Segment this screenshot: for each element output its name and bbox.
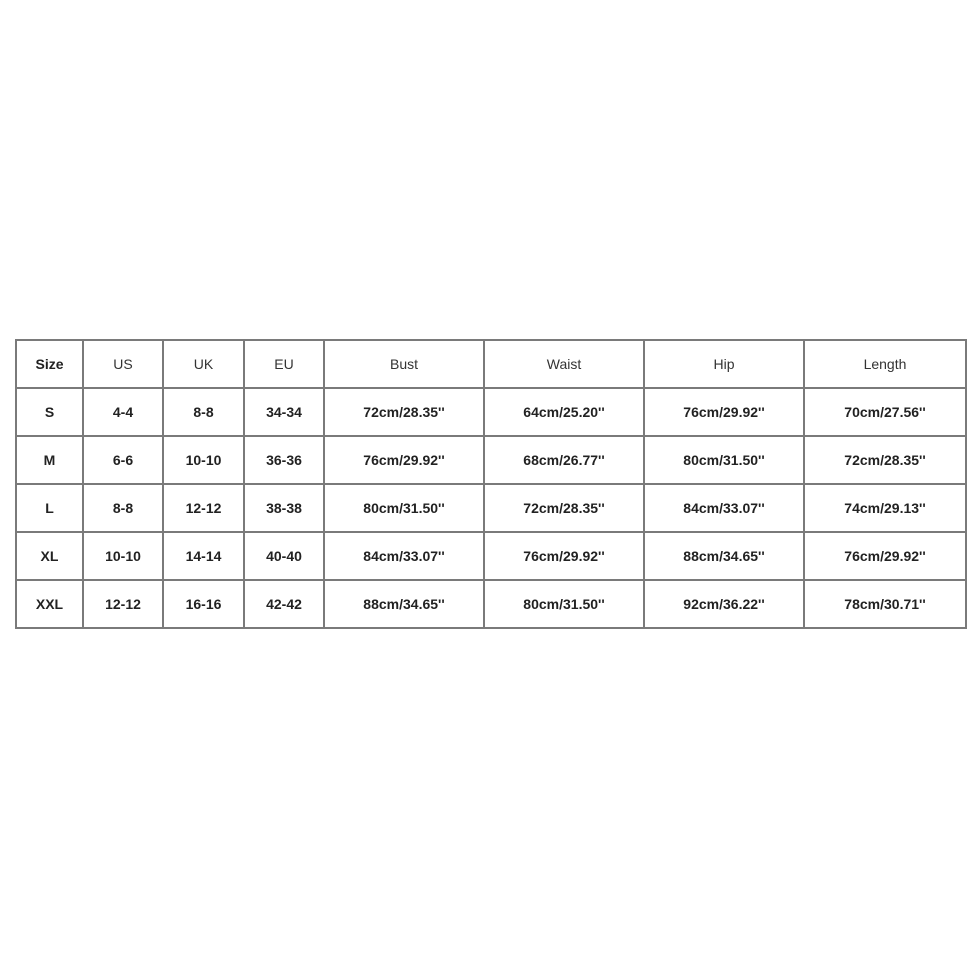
cell-uk: 8-8 (163, 388, 244, 436)
cell-bust: 76cm/29.92'' (324, 436, 484, 484)
header-us: US (83, 340, 163, 388)
header-waist: Waist (484, 340, 644, 388)
cell-size: L (16, 484, 83, 532)
cell-eu: 38-38 (244, 484, 324, 532)
header-uk: UK (163, 340, 244, 388)
cell-waist: 68cm/26.77'' (484, 436, 644, 484)
header-length: Length (804, 340, 966, 388)
cell-hip: 92cm/36.22'' (644, 580, 804, 628)
cell-bust: 80cm/31.50'' (324, 484, 484, 532)
cell-size: S (16, 388, 83, 436)
cell-waist: 64cm/25.20'' (484, 388, 644, 436)
header-bust: Bust (324, 340, 484, 388)
table-row (16, 484, 966, 532)
size-chart-table (15, 339, 967, 629)
cell-hip: 80cm/31.50'' (644, 436, 804, 484)
header-hip: Hip (644, 340, 804, 388)
table-header-row (16, 340, 966, 388)
cell-hip: 84cm/33.07'' (644, 484, 804, 532)
cell-size: M (16, 436, 83, 484)
cell-size: XXL (16, 580, 83, 628)
cell-hip: 88cm/34.65'' (644, 532, 804, 580)
cell-waist: 72cm/28.35'' (484, 484, 644, 532)
table-row (16, 532, 966, 580)
cell-waist: 76cm/29.92'' (484, 532, 644, 580)
cell-length: 78cm/30.71'' (804, 580, 966, 628)
cell-us: 12-12 (83, 580, 163, 628)
cell-us: 6-6 (83, 436, 163, 484)
table-row (16, 580, 966, 628)
table-row (16, 388, 966, 436)
cell-uk: 16-16 (163, 580, 244, 628)
cell-length: 76cm/29.92'' (804, 532, 966, 580)
cell-eu: 36-36 (244, 436, 324, 484)
cell-bust: 84cm/33.07'' (324, 532, 484, 580)
cell-us: 8-8 (83, 484, 163, 532)
cell-waist: 80cm/31.50'' (484, 580, 644, 628)
header-size: Size (16, 340, 83, 388)
cell-uk: 14-14 (163, 532, 244, 580)
cell-eu: 42-42 (244, 580, 324, 628)
cell-uk: 12-12 (163, 484, 244, 532)
header-eu: EU (244, 340, 324, 388)
cell-bust: 88cm/34.65'' (324, 580, 484, 628)
cell-length: 74cm/29.13'' (804, 484, 966, 532)
cell-length: 72cm/28.35'' (804, 436, 966, 484)
table-row (16, 436, 966, 484)
cell-bust: 72cm/28.35'' (324, 388, 484, 436)
cell-us: 4-4 (83, 388, 163, 436)
cell-eu: 40-40 (244, 532, 324, 580)
cell-size: XL (16, 532, 83, 580)
cell-us: 10-10 (83, 532, 163, 580)
cell-length: 70cm/27.56'' (804, 388, 966, 436)
cell-eu: 34-34 (244, 388, 324, 436)
cell-uk: 10-10 (163, 436, 244, 484)
cell-hip: 76cm/29.92'' (644, 388, 804, 436)
